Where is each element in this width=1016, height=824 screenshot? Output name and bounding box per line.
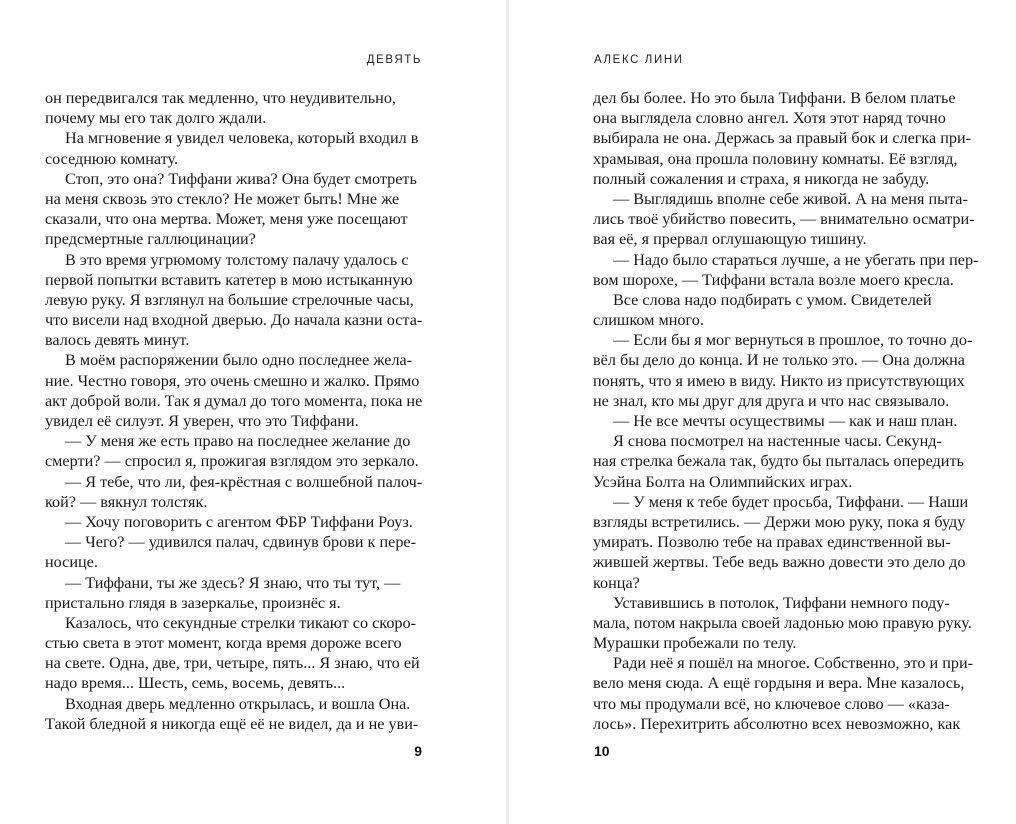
- text-line: вая её, я прервал оглушающую тишину.: [593, 230, 867, 249]
- text-line: смерти? — спросил я, прожигая взглядом это зеркало.: [45, 452, 419, 471]
- text-line: предсмертные галлюцинации?: [45, 230, 256, 249]
- text-line: стью света в этот момент, когда время дороже всего: [45, 634, 402, 653]
- text-line: Мурашки пробежали по телу.: [593, 634, 797, 653]
- text-line: Все слова надо подбирать с умом. Свидетелей: [613, 290, 932, 309]
- text-line: левую руку. Я взглянул на большие стрелочные часы,: [45, 290, 414, 309]
- text-line: — Тиффани, ты же здесь? Я знаю, что ты тут, —: [65, 573, 401, 592]
- text-line: валось девять минут.: [45, 331, 190, 350]
- text-line: — Надо было стараться лучше, а не убегать при пер-: [613, 250, 979, 269]
- text-line: — У меня к тебе будет просьба, Тиффани. — Наши: [613, 492, 969, 511]
- text-line: что висели над входной дверью. До начала казни оста-: [45, 311, 423, 330]
- text-line: вёл бы дело до конца. И не только это. — Она должна: [593, 351, 965, 370]
- running-header: АЛЕКС ЛИНИ: [594, 54, 684, 66]
- text-line: В это время угрюмому толстому палачу удалось с: [65, 250, 409, 269]
- text-line: умирать. Позволю тебе на правах единственной вы-: [593, 533, 951, 552]
- text-line: — У меня же есть право на последнее желание до: [65, 432, 411, 451]
- text-line: носице.: [45, 553, 98, 572]
- text-line: он передвигался так медленно, что неудивительно,: [45, 89, 396, 107]
- running-header: ДЕВЯТЬ: [366, 54, 422, 66]
- text-line: первой попытки вставить катетер в мою истыканную: [45, 270, 413, 289]
- text-line: выбирала не она. Держась за правый бок и слегка при-: [593, 129, 972, 148]
- text-line: ние. Честно говоря, это очень смешно и жалко. Прямо: [45, 371, 420, 390]
- text-line: кой? — вякнул толстяк.: [45, 492, 208, 511]
- text-line: — Хочу поговорить с агентом ФБР Тиффани Роуз.: [65, 512, 413, 531]
- text-line: — Если бы я мог вернуться в прошлое, то точно до-: [613, 331, 973, 350]
- text-line: пристально глядя в зазеркалье, произнёс я.: [45, 593, 341, 612]
- text-line: Казалось, что секундные стрелки тикают со скоро-: [65, 613, 416, 632]
- text-line: вело меня сюда. А ещё гордыня и вера. Мне казалось,: [593, 674, 965, 693]
- page-text: [45, 88, 422, 734]
- text-line: вом шорохе, — Тиффани встала возле моего кресла.: [593, 270, 954, 289]
- text-line: ная стрелка бежала так, будто бы пыталась опередить: [593, 452, 964, 471]
- text-line: надо время... Шесть, семь, восемь, девять...: [45, 674, 346, 693]
- text-line: Я снова посмотрел на настенные часы. Секунд-: [613, 432, 942, 451]
- text-line: храмывая, она прошла половину комнаты. Её взгляд,: [593, 149, 958, 168]
- text-line: — Чего? — удивился палач, сдвинув брови к пере-: [65, 533, 416, 552]
- page-text: [593, 88, 979, 734]
- text-line: — Я тебе, что ли, фея-крёстная с волшебной палоч-: [65, 472, 423, 491]
- text-line: мала, потом накрыла своей ладонью мою правую руку.: [593, 613, 972, 632]
- text-line: Уставившись в потолок, Тиффани немного поду-: [613, 593, 950, 612]
- text-line: на меня сквозь это стекло? Не может быть! Мне же: [45, 189, 400, 208]
- text-line: соседнюю комнату.: [45, 149, 179, 168]
- page-number: 10: [594, 743, 610, 759]
- text-line: На мгновение я увидел человека, который входил в: [65, 129, 419, 148]
- text-line: на свете. Одна, две, три, четыре, пять... Я знаю, что ей: [45, 654, 420, 673]
- text-line: полный сожаления и страха, я никогда не забуду.: [593, 169, 930, 188]
- text-line: взгляды встретились. — Держи мою руку, пока я буду: [593, 512, 966, 531]
- text-line: — Выглядишь вполне себе живой. А на меня пыта-: [613, 189, 968, 208]
- text-line: что мы продумали всё, но ключевое слово — «каза-: [593, 694, 950, 713]
- text-line: конца?: [593, 573, 640, 592]
- text-line: жившей жертвы. Тебе ведь важно довести это дело до: [593, 553, 966, 572]
- text-line: дел бы более. Но это была Тиффани. В белом платье: [593, 89, 956, 107]
- text-line: Такой бледной я никогда ещё её не видел, да и не уви-: [45, 714, 419, 733]
- text-line: лись твоё убийство повесить, — внимательно осматри-: [593, 210, 975, 229]
- text-line: В моём распоряжении было одно последнее жела-: [65, 351, 413, 370]
- text-line: Входная дверь медленно открылась, и вошла Она.: [65, 694, 411, 713]
- text-line: акт доброй воли. Так я думал до того момента, пока не: [45, 391, 423, 410]
- text-line: не знал, кто мы друг для друга и что нас связывало.: [593, 391, 950, 410]
- text-line: — Не все мечты осуществимы — как и наш план.: [613, 412, 958, 430]
- right-page: [508, 0, 1016, 824]
- text-line: почему мы его так долго ждали.: [45, 109, 267, 128]
- text-line: она выглядела словно ангел. Хотя этот наряд точно: [593, 109, 946, 128]
- text-line: Стоп, это она? Тиффани жива? Она будет смотреть: [65, 169, 417, 188]
- text-line: Усэйна Болта на Олимпийских играх.: [593, 472, 853, 491]
- text-line: сказали, что она мертва. Может, меня уже посещают: [45, 210, 408, 229]
- text-line: Ради неё я пошёл на многое. Собственно, это и при-: [613, 654, 974, 673]
- text-line: увидел её силуэт. Я уверен, что это Тиффани.: [45, 412, 359, 430]
- page-number: 9: [414, 743, 422, 759]
- text-line: лось». Перехитрить абсолютно всех невозможно, как: [593, 714, 961, 733]
- text-line: понять, что я имею в виду. Никто из присутствующих: [593, 371, 965, 390]
- text-line: слишком много.: [593, 311, 704, 330]
